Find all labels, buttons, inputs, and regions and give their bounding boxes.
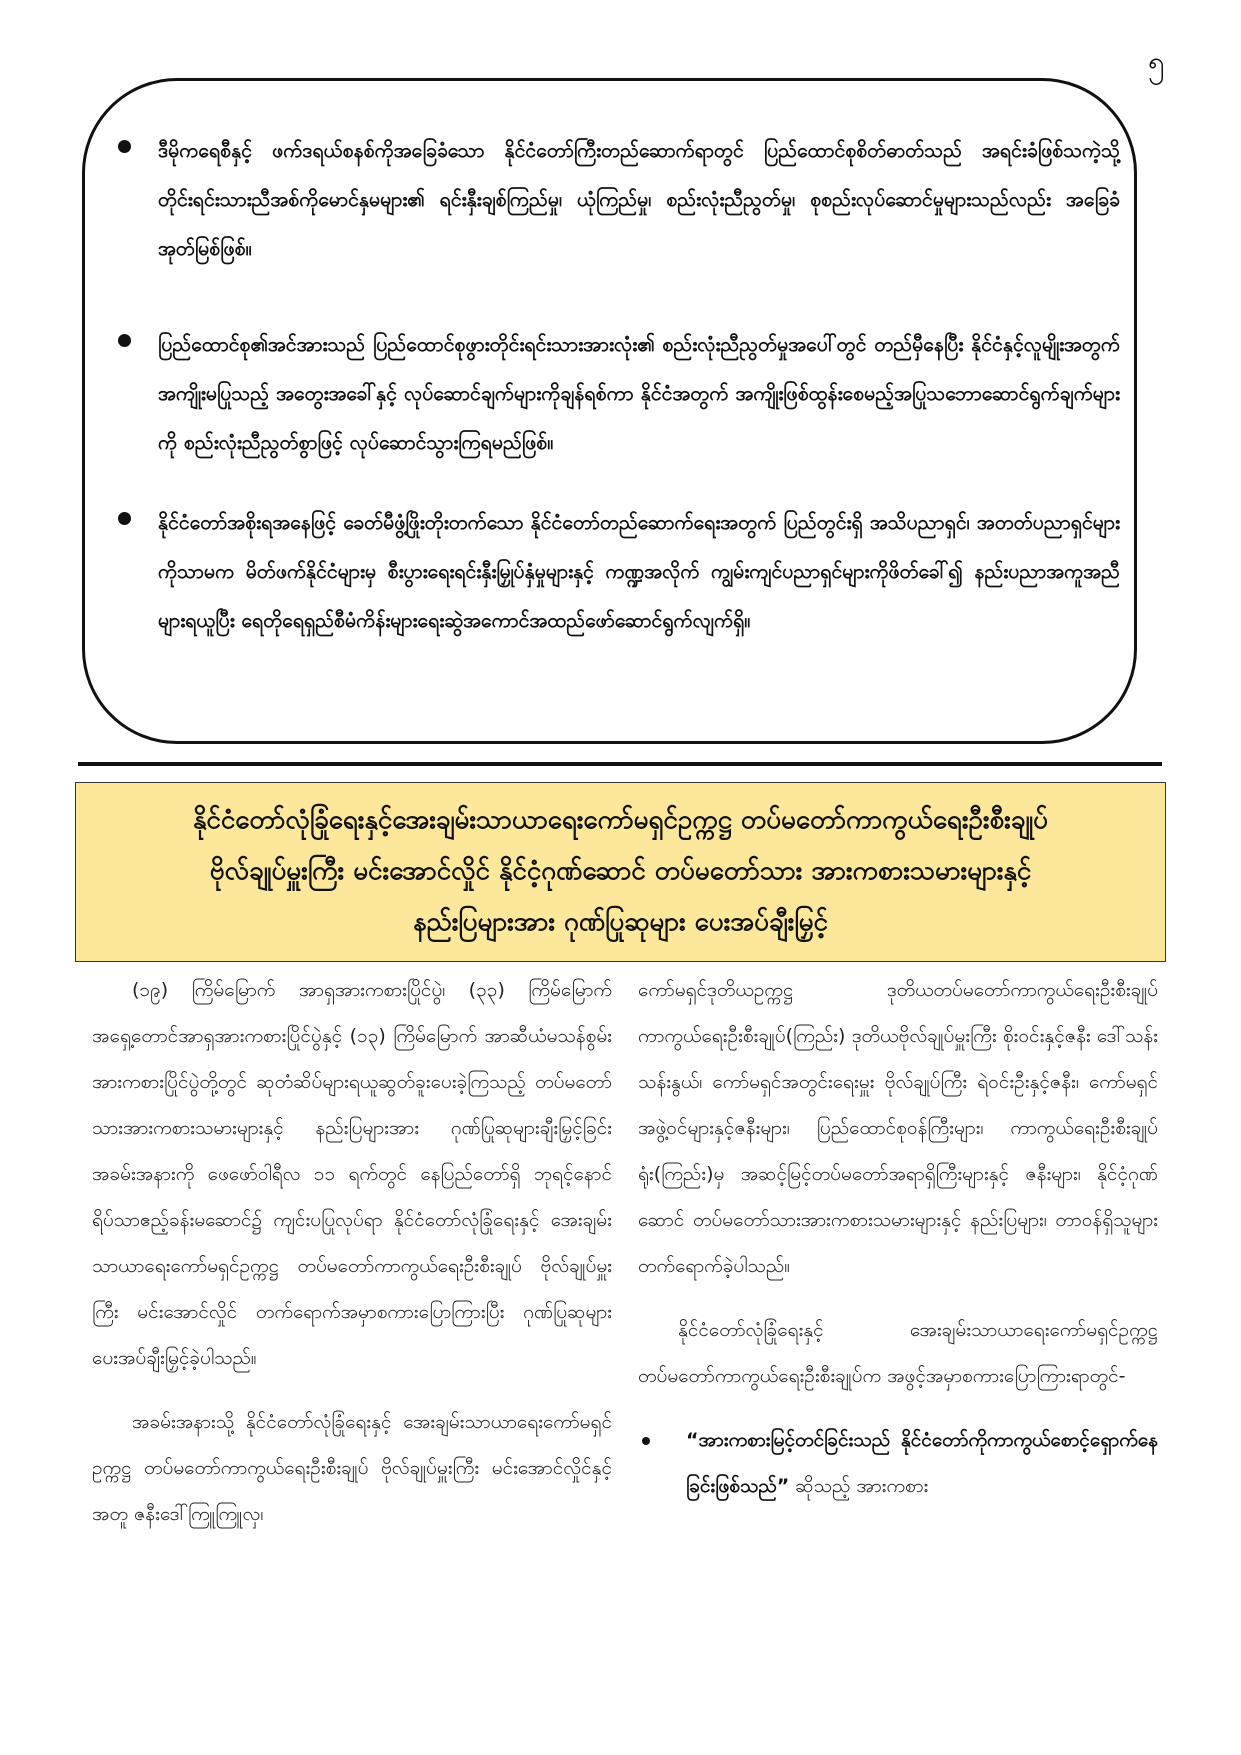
headline-line-2: ဗိုလ်ချုပ်မှူးကြီး မင်းအောင်လှိုင် နိုင်ငံ့ဂုဏ်ဆောင် တပ်မတော်သား အားကစားသမားများနှင့် (209, 856, 1032, 886)
headline-box (75, 782, 1166, 962)
highlight-bullet-2: ပြည်ထောင်စု၏အင်အားသည် ပြည်ထောင်စုဖွားတိုင်းရင်းသားအားလုံး၏ စည်းလုံးညီညွတ်မှုအပေါ်တွင် တည်မှီနေပြီး နိုင်ငံနှင့်လူမျိုးအတွက် အကျိုးမပြုသည့် အတွေးအခေါ်နှင့် လုပ်ဆောင်ချက်များကိုချန်ရစ်ကာ နိုင်ငံအတွက် အကျိုးဖြစ်ထွန်းစေမည့်အပြုသဘောဆောင်ရွက်ချက်များကို စည်းလုံးညီညွတ်စွာဖြင့် လုပ်ဆောင်သွားကြရမည်ဖြစ်။ (118, 320, 1120, 467)
article-paragraph: ကော်မရှင်ဒုတိယဥက္ကဋ္ဌ ဒုတိယတပ်မတော်ကာကွယ်ရေးဦးစီးချုပ် ကာကွယ်ရေးဦးစီးချုပ်(ကြည်း) ဒုတိယဗိုလ်ချုပ်မှူးကြီး စိုးဝင်းနှင့်ဇနီး ဒေါ်သန်းသန်းနွယ်၊ ကော်မရှင်အတွင်းရေးမှူး ဗိုလ်ချုပ်ကြီး ရဲဝင်းဦးနှင့်ဇနီး၊ ကော်မရှင်အဖွဲ့ဝင်များနှင့်ဇနီးများ၊ ပြည်ထောင်စုဝန်ကြီးများ၊ ကာကွယ်ရေးဦးစီးချုပ်ရုံး(ကြည်း)မှ အဆင့်မြင့်တပ်မတော်အရာရှိကြီးများနှင့် ဇနီးများ၊ နိုင်ငံ့ဂုဏ်ဆောင် တပ်မတော်သားအားကစားသမားများနှင့် နည်းပြများ၊ တာဝန်ရှိသူများ တက်ရောက်ခဲ့ပါသည်။ (638, 979, 1158, 1277)
headline-line-3: နည်းပြများအား ဂုဏ်ပြုဆုများ ပေးအပ်ချီးမြှင့် (413, 907, 828, 937)
section-divider (78, 762, 1162, 766)
article-paragraph: (၁၉) ကြိမ်မြောက် အာရှအားကစားပြိုင်ပွဲ၊ (၃၃) ကြိမ်မြောက် အရှေ့တောင်အာရှအားကစားပြိုင်ပွဲနှင့် (၁၃) ကြိမ်မြောက် အာဆီယံမသန်စွမ်းအားကစားပြိုင်ပွဲတို့တွင် ဆုတံဆိပ်များရယူဆွတ်ခူးပေးခဲ့ကြသည့် တပ်မတော်သားအားကစားသမားများနှင့် နည်းပြများအား ဂုဏ်ပြုဆုများချီးမြှင့်ခြင်းအခမ်းအနားကို ဖေဖော်ဝါရီလ ၁၁ ရက်တွင် နေပြည်တော်ရှိ ဘုရင့်နောင်ရိပ်သာဧည့်ခန်းမဆောင်၌ ကျင်းပပြုလုပ်ရာ နိုင်ငံတော်လုံခြုံရေးနှင့် အေးချမ်းသာယာရေးကော်မရှင်ဥက္ကဋ္ဌ တပ်မတော်ကာကွယ်ရေးဦးစီးချုပ် ဗိုလ်ချုပ်မှူးကြီး မင်းအောင်လှိုင် တက်ရောက်အမှာစကားပြောကြားပြီး ဂုဏ်ပြုဆုများ ပေးအပ်ချီးမြှင့်ခဲ့ပါသည်။ (92, 979, 612, 1369)
quote-continuation: ဆိုသည့် အားကစား (789, 1475, 929, 1497)
page-number: ၅ (1148, 45, 1165, 80)
bullet-icon (642, 1437, 650, 1445)
bullet-icon (118, 140, 131, 153)
article-column-left (92, 967, 612, 1555)
bullet-icon (118, 334, 131, 347)
article-paragraph: အခမ်းအနားသို့ နိုင်ငံတော်လုံခြုံရေးနှင့် အေးချမ်းသာယာရေးကော်မရှင်ဥက္ကဋ္ဌ တပ်မတော်ကာကွယ်ရေးဦးစီးချုပ် ဗိုလ်ချုပ်မှူးကြီး မင်းအောင်လှိုင်နှင့်အတူ ဇနီးဒေါ်ကြူကြူလှ၊ (92, 1411, 612, 1525)
quote-bullet (638, 1417, 1158, 1509)
quote-bold-text: “အားကစားမြင့်တင်ခြင်းသည် နိုင်ငံတော်ကိုကာကွယ်စောင့်ရှောက်နေခြင်းဖြစ်သည်” (686, 1429, 1158, 1497)
highlight-bullet-1: ဒီမိုကရေစီနှင့် ဖက်ဒရယ်စနစ်ကိုအခြေခံသော နိုင်ငံတော်ကြီးတည်ဆောက်ရာတွင် ပြည်ထောင်စုစိတ်ဓာတ်သည် အရင်းခံဖြစ်သကဲ့သို့ တိုင်းရင်းသားညီအစ်ကိုမောင်နှမများ၏ ရင်းနှီးချစ်ကြည်မှု၊ ယုံကြည်မှု၊ စည်းလုံးညီညွတ်မှု၊ စုစည်းလုပ်ဆောင်မှုများသည်လည်း အခြေခံအုတ်မြစ်ဖြစ်။ (118, 126, 1120, 273)
article-paragraph: နိုင်ငံတော်လုံခြုံရေးနှင့် အေးချမ်းသာယာရေးကော်မရှင်ဥက္ကဋ္ဌ တပ်မတော်ကာကွယ်ရေးဦးစီးချုပ်က အဖွင့်အမှာစကားပြောကြားရာတွင်- (638, 1319, 1158, 1387)
bullet-icon (118, 512, 131, 525)
highlight-bullet-3: နိုင်ငံတော်အစိုးရအနေဖြင့် ခေတ်မီဖွံ့ဖြိုးတိုးတက်သော နိုင်ငံတော်တည်ဆောက်ရေးအတွက် ပြည်တွင်းရှိ အသိပညာရှင်၊ အတတ်ပညာရှင်များကိုသာမက မိတ်ဖက်နိုင်ငံများမှ စီးပွားရေးရင်းနှီးမြှုပ်နှံမှုများနှင့် ကဏ္ဍအလိုက် ကျွမ်းကျင်ပညာရှင်များကိုဖိတ်ခေါ်၍ နည်းပညာအကူအညီများရယူပြီး ရေတိုရေရှည်စီမံကိန်းများရေးဆွဲအကောင်အထည်ဖော်ဆောင်ရွက်လျက်ရှိ။ (118, 498, 1120, 645)
headline-line-1: နိုင်ငံတော်လုံခြုံရေးနှင့်အေးချမ်းသာယာရေးကော်မရှင်ဥက္ကဋ္ဌ တပ်မတော်ကာကွယ်ရေးဦးစီးချုပ် (192, 805, 1049, 835)
article-column-right (638, 967, 1158, 1509)
